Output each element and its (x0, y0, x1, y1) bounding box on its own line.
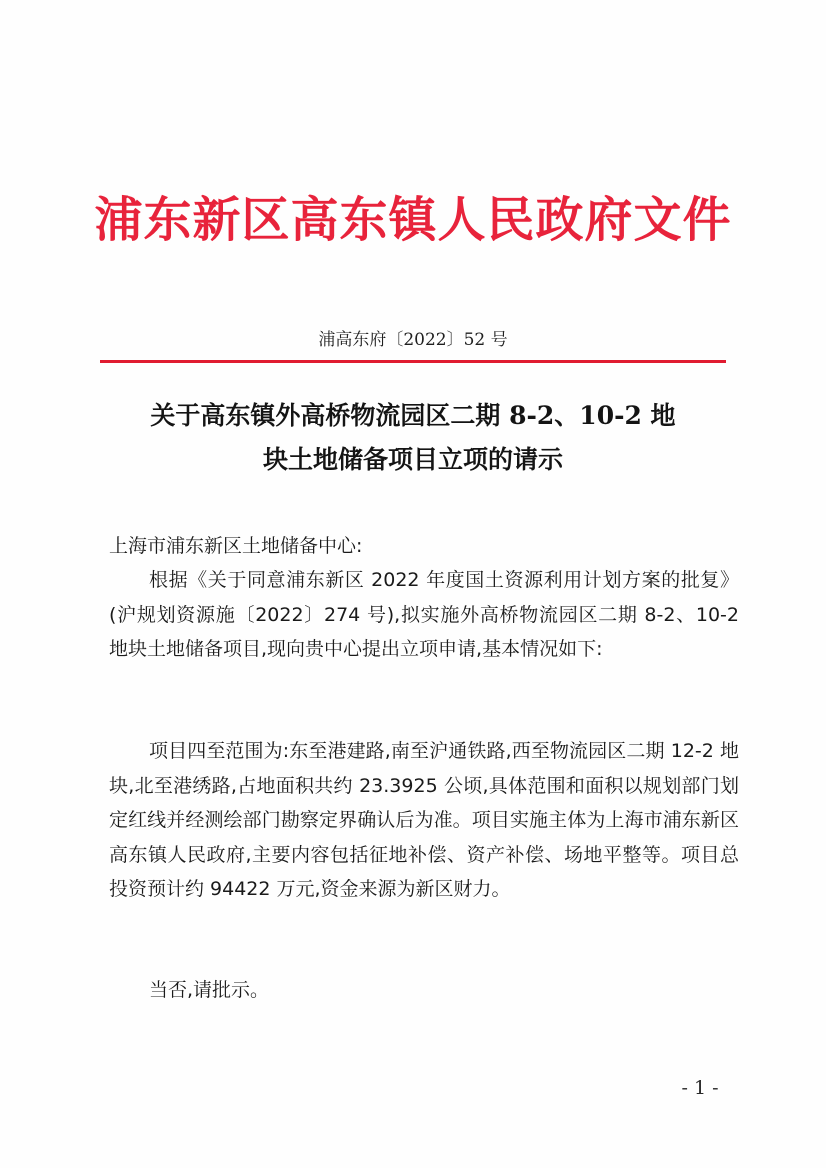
closing-remark: 当否,请批示。 (149, 979, 270, 1001)
red-divider-line (100, 360, 726, 363)
salutation: 上海市浦东新区土地储备中心: (109, 535, 363, 557)
title-line-1: 关于高东镇外高桥物流园区二期 8-2、10-2 地 (150, 401, 676, 430)
page-number: - 1 - (681, 1077, 719, 1099)
body-paragraph: 项目四至范围为:东至港建路,南至沪通铁路,西至物流园区二期 12-2 地块,北至港绣路,占地面积共约 23.3925 公顷,具体范围和面积以规划部门划定红线并经测绘部门勘察定界确认后为准。项目实施主体为上海市浦东新区高东镇人民政府,主要内容包括征地补偿、资产补偿、场地平整等。项目总投资预计约 94422 万元,资金来源为新区财力。 (109, 740, 739, 900)
body-paragraph: 根据《关于同意浦东新区 2022 年度国土资源利用计划方案的批复》(沪规划资源施〔2022〕274 号),拟实施外高桥物流园区二期 8-2、10-2 地块土地储备项目,现向贵中心提出立项申请,基本情况如下: (109, 569, 739, 660)
title-line-2: 块土地储备项目立项的请示 (262, 445, 563, 474)
masthead-title: 浦东新区高东镇人民政府文件 (94, 192, 732, 248)
document-title (60, 394, 766, 482)
document-number: 浦高东府〔2022〕52 号 (318, 330, 508, 350)
